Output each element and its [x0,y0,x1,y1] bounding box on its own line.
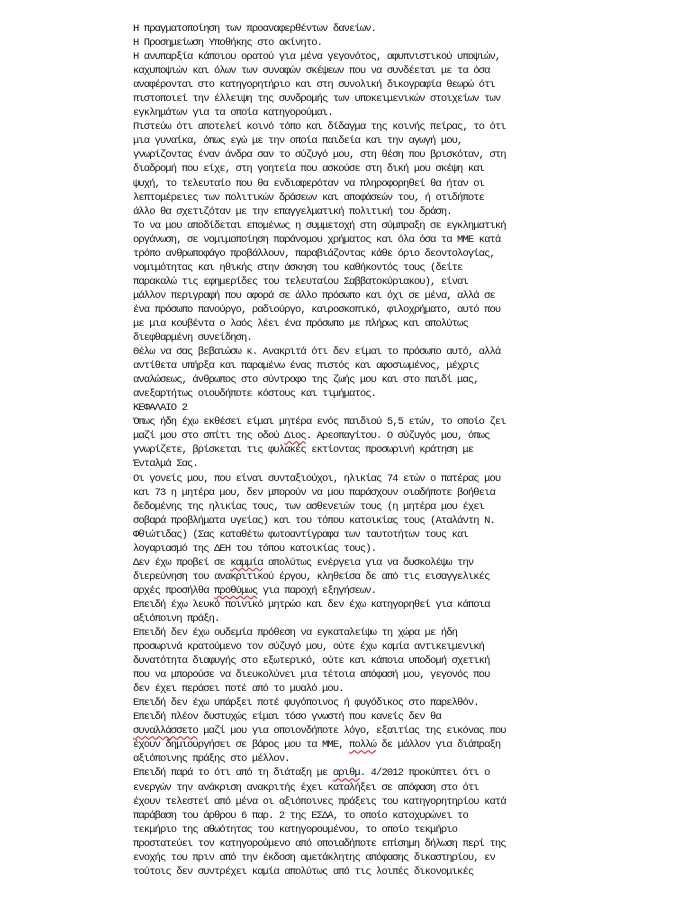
text-line: διερεύνηση του ανακριτικού έργου, κληθείσα δε από τις εισαγγελικές [133,570,490,583]
text-line: τρόπο ανθρωποφάγο προβάλλουν, παραβιάζοντας κάθε όριο δεοντολογίας, [133,247,495,260]
text-line: με μια κουβέντα ο λαός λέει ένα πρόσωπο με πλήρως και απολύτως [133,317,468,330]
text-line: και 73 η μητέρα μου, δεν μπορούν να μου παράσχουν οιαδήποτε βοήθεια [133,486,495,499]
text-line: ενεργών την ανάκριση ανακριτής έχει καταλήξει σε απόφαση στο ότι [133,781,479,794]
text-line: ανεξαρτήτως οιουδήποτε κόστους και τιμήματος. [133,388,377,401]
text-line: δεδομένης της ηλικίας τους, των ασθενειών τους (η μητέρα μου έχει [133,500,485,513]
text-line: παράβαση του άρθρου 6 παρ. 2 της ΕΣΔΑ, το οποίο κατοχυρώνει το [133,809,468,822]
text-line: ψυχή, το τελευταίο που θα ενδιαφερόταν να πληροφορηθεί θα ήταν οι [133,177,485,190]
text-line: Η Προσημείωση Υποθήκης στο ακίνητο. [133,37,323,50]
text-line: καχυποψιών και όλων των συναφών σκέψεων που να συνδέεται με τα όσα [133,65,490,78]
text-line: Πιστεύω ότι αποτελεί κοινό τόπο και δίδαγμα της κοινής πείρας, το ότι [133,121,506,134]
text-line: άλλο θα σχετιζόταν με την επαγγελματική πολιτική του δράση. [133,205,452,218]
text-line: δεν έχει περάσει ποτέ από το μυαλό μου. [133,683,344,696]
text-line: μια γυναίκα, όπως εγώ με την οποία παιδεία και την αγωγή μου, [133,135,463,148]
text-line: μάλλον περιγραφή που αφορά σε άλλο πρόσωπο και όχι σε μένα, αλλά σε [133,289,495,302]
text-line: έχουν δημιουργήσει σε βάρος μου τα ΜΜΕ, πολλώ δε μάλλον για διάπραξη [133,739,501,752]
text-line: τούτοις δεν συντρέχει καμία απολύτως από τις λοιπές δικονομικές [133,865,474,878]
text-line: μαζί μου στο σπίτι της οδού Διος. Αρεοπαγίτου. Ο σύζυγός μου, όπως [133,430,490,443]
text-line: διαδρομή που είχε, στη γοητεία που ασκούσε στη δική μου σκέψη και [133,163,485,176]
text-line: έχουν τελεστεί από μένα οι αξιόποινες πράξεις του κατηγορητηρίου κατά [133,795,506,808]
text-line: Όπως ήδη έχω εκθέσει είμαι μητέρα ενός παιδιού 5,5 ετών, το οποίο ζει [133,416,506,429]
text-line: ενοχής του πριν από την έκδοση αμετάκλητης απόφασης δικαστηρίου, εν [133,851,495,864]
text-line: αναλώσεως, άνθρωπος στο σύντροφο της ζωής μου και στο παιδί μας, [133,374,479,387]
text-line: νομιμότητας και ηθικής στην άσκηση του καθήκοντός τους (δείτε [133,261,463,274]
text-line: ένα πρόσωπο πανούργο, ραδιούργο, καιροσκοπικό, φιλοχρήματο, αυτό που [133,303,501,316]
text-line: Ένταλμά Σας. [133,458,198,471]
text-line: διεφθαρμένη συνείδηση. [133,332,252,345]
text-line: αξιόποινης πράξης στο μέλλον. [133,753,290,766]
text-line: εγκλημάτων για τα οποία κατηγορούμαι. [133,107,333,120]
text-line: λογαριασμό της ΔΕΗ του τόπου κατοικίας τους). [133,542,377,555]
text-line: Επειδή πλέον δυστυχώς είμαι τόσο γνωστή που κανείς δεν θα [133,711,441,724]
text-line: Θέλω να σας βεβαιώσω κ. Ανακριτά ότι δεν είμαι το πρόσωπο αυτό, αλλά [133,346,501,359]
text-line: παρακαλώ τις εφημερίδες του τελευταίου Σαββατοκύριακου), είναι [133,275,468,288]
text-line: προσωρινά κρατούμενο τον σύζυγό μου, ούτε έχω καμία αντικειμενική [133,641,485,654]
text-line: προστατεύει τον κατηγορούμενο από οποιαδήποτε επίσημη δήλωση περί της [133,837,506,850]
text-line: Η ανυπαρξία κάποιου ορατού για μένα γεγονότος, αφυπνιστικού υποψιών, [133,51,501,64]
text-line: Δεν έχω προβεί σε καμμία απολύτως ενέργεια για να δυσκολέψω την [133,556,474,569]
text-line: Η πραγματοποίηση των προαναφερθέντων δανείων. [133,23,377,35]
text-line: πιστοποιεί την έλλειψη της συνδρομής των υποκειμενικών στοιχείων των [133,93,501,106]
text-line: αρχές προσήλθα προθύμως για παροχή εξηγήσεων. [133,584,377,597]
text-line: συναλλάσσετο μαζί μου για οποιονδήποτε λόγο, εξαιτίας της εικόνας που [133,725,506,738]
text-line: τεκμήριο της αθωότητας του κατηγορουμένου, το οποίο τεκμήριο [133,823,458,836]
text-line: λεπτομέρειες των πολιτικών δράσεων και αποφάσεών του, ή οτιδήποτε [133,191,485,204]
text-line: αναφέρονται στο κατηγορητήριο και στη συνολική δικογραφία θεωρώ ότι [133,79,495,92]
text-line: Επειδή παρά το ότι από τη διάταξη με αριθμ. 4/2012 προκύπτει ότι ο [133,767,490,780]
text-line: γνωρίζοντας έναν άνδρα σαν το σύζυγό μου, στη θέση που βρισκόταν, στη [133,149,506,162]
text-line: γνωρίζετε, βρίσκεται τις φυλακές εκτίοντας προσωρινή κράτηση με [133,444,474,457]
text-line: σοβαρά προβλήματα υγείας) και του τόπου κατοικίας τους (Αταλάντη Ν. [133,514,495,527]
text-line: Επειδή δεν έχω ουδεμία πρόθεση να εγκαταλείψω τη χώρα με ήδη [133,627,458,640]
text-line: ΚΕΦΑΛΑΙΟ 2 [133,402,188,415]
text-line: αντίθετα υπήρξα και παραμένω ένας πιστός και αφοσιωμένος, μέχρις [133,360,479,373]
document-page [133,22,603,879]
text-line: Το να μου αποδίδεται επομένως η συμμετοχή στη σύμπραξη σε εγκληματική [133,219,506,232]
text-line: οργάνωση, σε νομιμοποίηση παράνομου χρήματος και όλα όσα τα ΜΜΕ κατά [133,233,501,246]
text-line: Επειδή δεν έχω υπάρξει ποτέ φυγόποινος ή φυγόδικος στο παρελθόν. [133,697,479,710]
text-line: δυνατότητα διαφυγής στο εξωτερικό, ούτε και κάποια υποδομή σχετική [133,655,490,668]
text-line: Επειδή έχω λευκό ποινικό μητρώο και δεν έχω κατηγορηθεί για κάποια [133,598,490,611]
text-line: που να μπορούσε να διευκολύνει μια τέτοια απόφασή μου, γεγονός που [133,669,490,682]
text-line: Οι γονείς μου, που είναι συνταξιούχοι, ηλικίας 74 ετών ο πατέρας μου [133,472,501,485]
text-line: αξιόποινη πράξη. [133,612,220,625]
text-line: Φθιώτιδας) (Σας καταθέτω φωτοαντίγραφα των ταυτοτήτων τους και [133,528,468,541]
